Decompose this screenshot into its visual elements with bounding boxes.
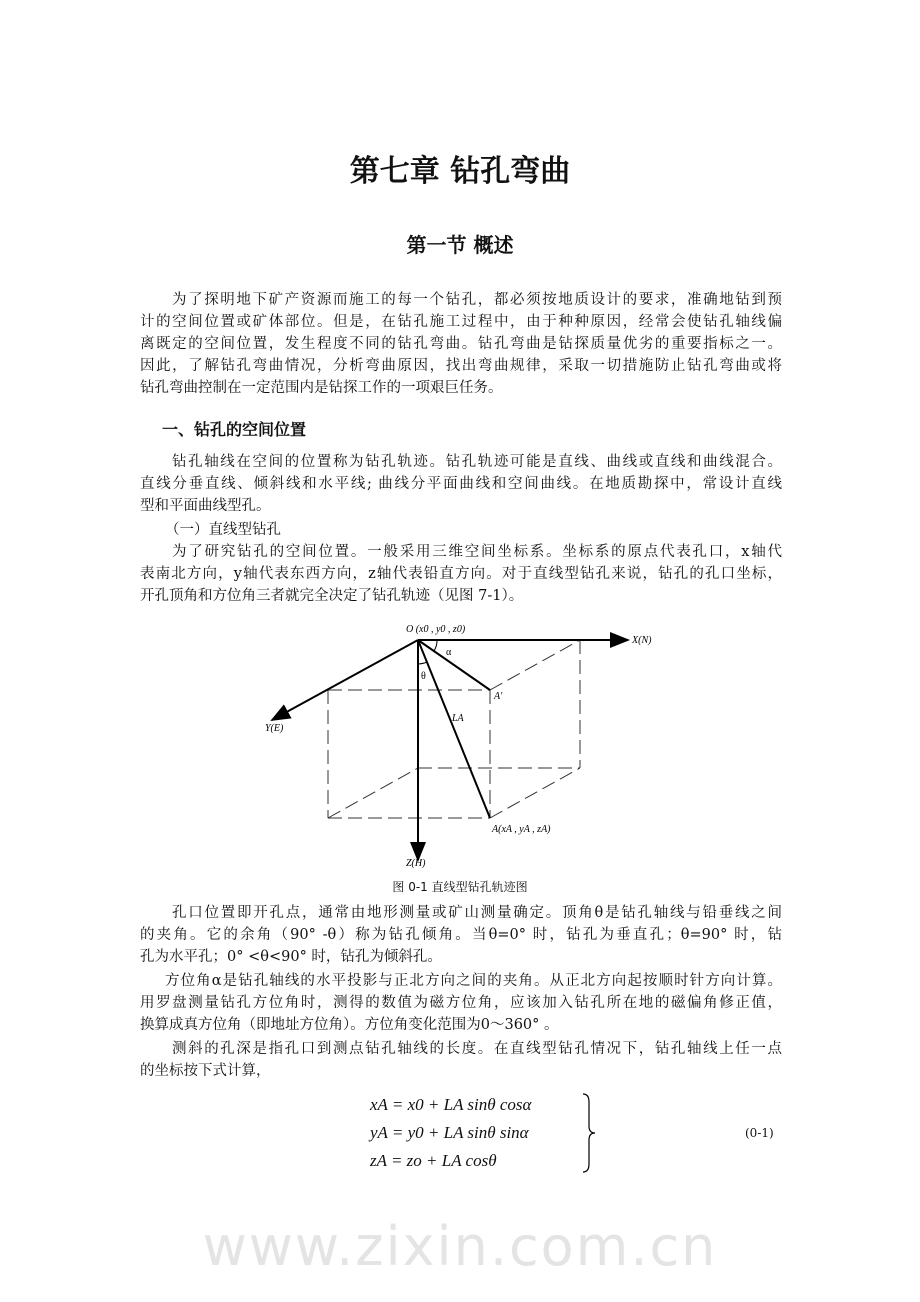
chapter-title: 第七章 钻孔弯曲 bbox=[349, 154, 571, 189]
section-title: 第一节 概述 bbox=[406, 233, 514, 257]
equation-z: zA = zo + LA cosθ bbox=[370, 1151, 497, 1170]
heading-spatial-position: 一、钻孔的空间位置 bbox=[162, 420, 307, 439]
para4-line: 孔口位置即开孔点，通常由地形测量或矿山测量确定。顶角θ是钻孔轴线与铅垂线之间 bbox=[172, 905, 782, 921]
borehole-axis bbox=[418, 640, 490, 818]
para3-line: 表南北方向，y轴代表东西方向，z轴代表铅直方向。对于直线型钻孔来说，钻孔的孔口坐标， bbox=[140, 566, 782, 582]
para3-line: 为了研究钻孔的空间位置。一般采用三维空间坐标系。坐标系的原点代表孔口，x轴代 bbox=[172, 544, 782, 560]
figure-caption: 图 0-1 直线型钻孔轨迹图 bbox=[392, 880, 528, 894]
watermark: www.zixin.com.cn bbox=[202, 1215, 718, 1278]
para1-line: 为了探明地下矿产资源而施工的每一个钻孔，都必须按地质设计的要求，准确地钻到预 bbox=[172, 292, 782, 308]
z-axis-label: Z(H) bbox=[406, 858, 426, 869]
y-axis bbox=[272, 640, 418, 720]
para6-line: 测斜的孔深是指孔口到测点钻孔轴线的长度。在直线型钻孔情况下，钻孔轴线上任一点 bbox=[172, 1041, 782, 1057]
equation-x: xA = x0 + LA sinθ cosα bbox=[370, 1095, 532, 1114]
y-axis-label: Y(E) bbox=[265, 723, 284, 734]
origin-label: O (x0 , y0 , z0) bbox=[406, 624, 466, 635]
para4-line: 的夹角。它的余角（90° -θ）称为钻孔倾角。当θ=0° 时，钻孔为垂直孔；θ=90° 时，钻 bbox=[140, 927, 782, 943]
para1-line: 计的空间位置或矿体部位。但是，在钻孔施工过程中，由于种种原因，经常会使钻孔轴线偏 bbox=[140, 314, 782, 330]
para1-line: 钻孔弯曲控制在一定范围内是钻探工作的一项艰巨任务。 bbox=[140, 380, 503, 396]
x-axis-label: X(N) bbox=[632, 635, 652, 646]
la-label: LA bbox=[452, 713, 464, 724]
para2-line: 型和平面曲线型孔。 bbox=[140, 498, 271, 514]
equation-number: (0-1) bbox=[745, 1126, 774, 1140]
alpha-label: α bbox=[446, 647, 452, 658]
a-point-label: A(xA , yA , zA) bbox=[492, 824, 551, 835]
para1-line: 因此，了解钻孔弯曲情况，分析弯曲原因，找出弯曲规律，采取一切措施防止钻孔弯曲或将 bbox=[140, 358, 782, 374]
para5-line: 方位角α是钻孔轴线的水平投影与正北方向之间的夹角。从正北方向起按顺时针方向计算。 bbox=[165, 973, 782, 989]
para2-line: 钻孔轴线在空间的位置称为钻孔轨迹。钻孔轨迹可能是直线、曲线或直线和曲线混合。 bbox=[172, 454, 782, 470]
para3-line: 开孔顶角和方位角三者就完全决定了钻孔轨迹（见图 7-1）。 bbox=[140, 588, 524, 604]
para2-line: 直线分垂直线、倾斜线和水平线; 曲线分平面曲线和空间曲线。在地质勘探中，常设计直线 bbox=[140, 476, 782, 492]
para4-line: 孔为水平孔；0° <θ<90° 时，钻孔为倾斜孔。 bbox=[140, 949, 442, 965]
right-brace bbox=[580, 1092, 600, 1174]
subheading-straight-hole: （一）直线型钻孔 bbox=[165, 522, 281, 538]
para6-line: 的坐标按下式计算， bbox=[140, 1063, 271, 1079]
para1-line: 离既定的空间位置，发生程度不同的钻孔弯曲。钻孔弯曲是钻探质量优劣的重要指标之一。 bbox=[140, 336, 782, 352]
a-prime-label: A' bbox=[494, 691, 503, 702]
theta-label: θ bbox=[421, 671, 426, 682]
theta-arc bbox=[418, 662, 427, 664]
para5-line: 换算成真方位角（即地址方位角）。方位角变化范围为0～360° 。 bbox=[140, 1017, 559, 1033]
equation-y: yA = y0 + LA sinθ sinα bbox=[370, 1123, 529, 1142]
alpha-arc bbox=[434, 640, 437, 651]
para5-line: 用罗盘测量钻孔方位角时，测得的数值为磁方位角，应该加入钻孔所在地的磁偏角修正值， bbox=[140, 995, 782, 1011]
